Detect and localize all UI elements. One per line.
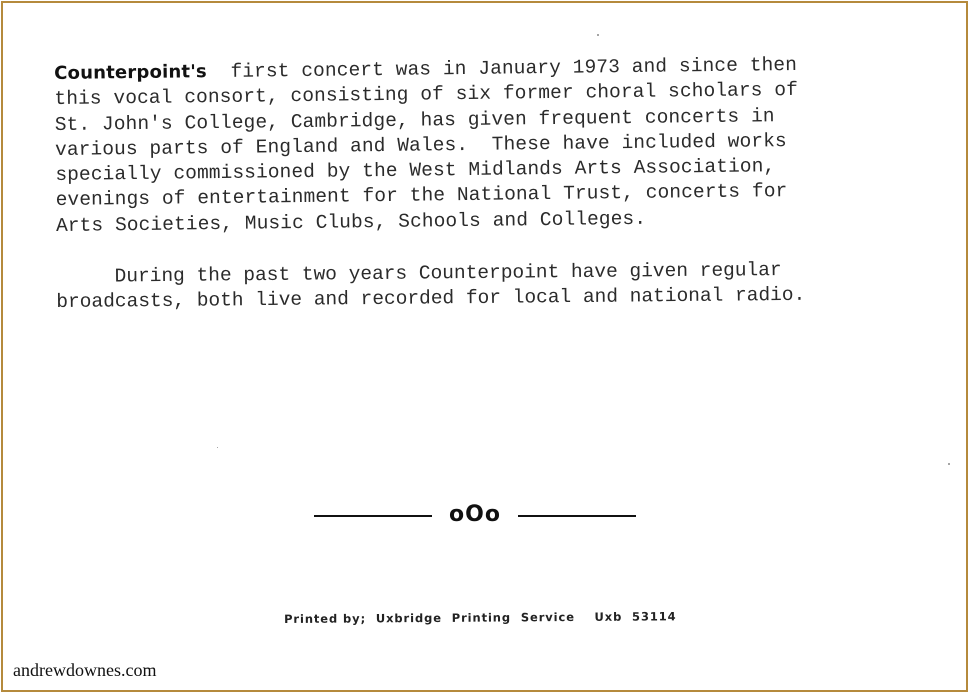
paragraph-2 — [56, 256, 956, 315]
paragraph-1-line: specially commissioned by the West Midlands Arts Association, — [55, 155, 776, 187]
paragraph-1-line: Arts Societies, Music Clubs, Schools and Colleges. — [55, 207, 647, 237]
dust-speck — [217, 447, 218, 448]
paragraph-1-line: first concert was in January 1973 and since then — [206, 53, 798, 84]
dust-speck — [597, 34, 599, 36]
printer-credit: Printed by; Uxbridge Printing Service Uxb 53114 — [284, 609, 677, 626]
paragraph-2-line: During the past two years Counterpoint have given regular — [56, 259, 782, 288]
divider-rule-left — [314, 515, 432, 517]
paragraph-1-line: various parts of England and Wales. These have included works — [54, 129, 787, 161]
watermark: andrewdownes.com — [13, 660, 157, 680]
paragraph-2-line: broadcasts, both live and recorded for local and national radio. — [56, 284, 806, 314]
paragraph-1-line: St. John's College, Cambridge, has given frequent concerts in — [54, 104, 775, 136]
divider-ornament: oOo — [449, 502, 501, 527]
paragraph-1 — [54, 50, 936, 239]
section-divider — [314, 500, 636, 530]
divider-rule-right — [518, 515, 636, 517]
paragraph-1-line: this vocal consort, consisting of six former choral scholars of — [54, 79, 799, 111]
dust-speck — [948, 463, 950, 465]
lead-word: Counterpoint's — [54, 61, 208, 84]
paragraph-1-line: evenings of entertainment for the National Trust, concerts for — [55, 180, 788, 212]
